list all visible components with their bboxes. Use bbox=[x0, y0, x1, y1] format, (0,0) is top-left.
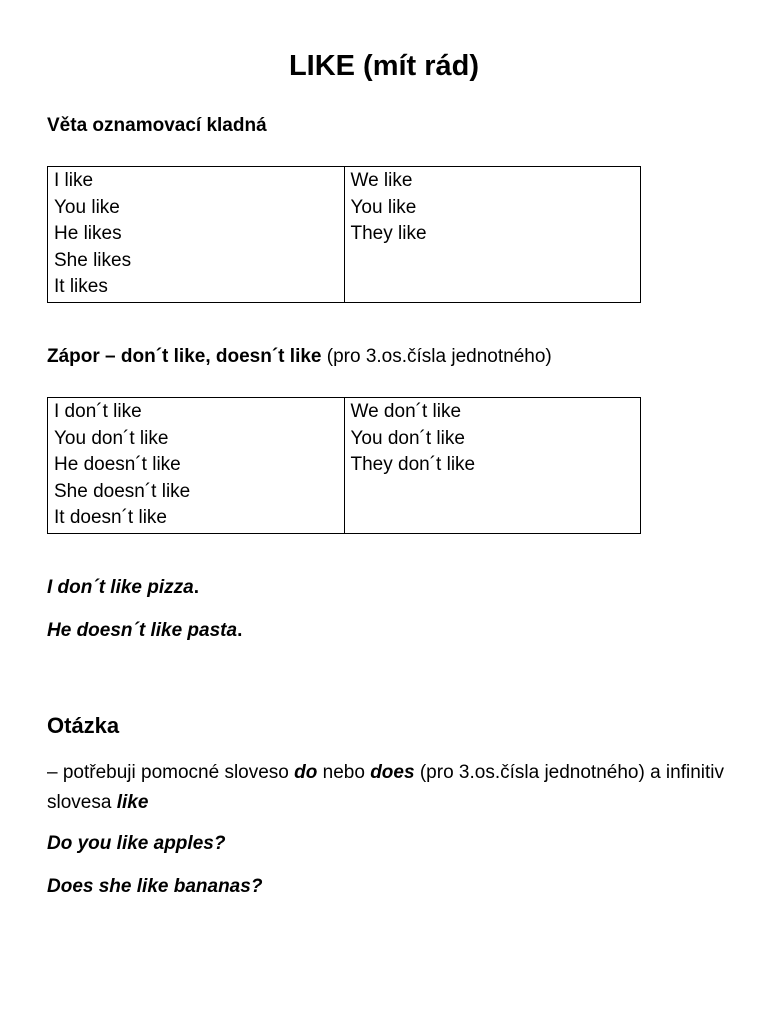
conjugation-line: You don´t like bbox=[54, 427, 169, 449]
conjugation-line: She doesn´t like bbox=[54, 480, 191, 502]
conjugation-line: We like bbox=[350, 170, 413, 191]
example-period: . bbox=[237, 620, 243, 641]
keyword-do: do bbox=[294, 762, 318, 783]
conjugation-line: He doesn´t like bbox=[54, 454, 181, 476]
positive-conjugation-table bbox=[47, 166, 641, 303]
positive-heading-text: Věta oznamovací kladná bbox=[47, 115, 267, 136]
conjugation-line: It doesn´t like bbox=[54, 507, 167, 529]
conjugation-line: I don´t like bbox=[54, 401, 142, 422]
negative-example-sentence bbox=[47, 618, 242, 644]
keyword-like: like bbox=[116, 792, 149, 813]
negative-conjugation-table bbox=[47, 397, 641, 534]
conjugation-line: You don´t like bbox=[350, 427, 465, 449]
conjugation-line: You like bbox=[350, 196, 417, 218]
para-text: – potřebuji pomocné sloveso bbox=[47, 762, 295, 783]
negative-heading-note: (pro 3.os.čísla jednotného) bbox=[321, 346, 552, 367]
singular-cell bbox=[48, 167, 345, 303]
conjugation-line: They don´t like bbox=[350, 454, 476, 476]
plural-cell bbox=[344, 167, 641, 303]
page-title: LIKE (mít rád) bbox=[288, 50, 480, 82]
singular-cell bbox=[48, 398, 345, 534]
negative-example-sentence bbox=[47, 575, 199, 601]
question-section-title: Otázka bbox=[47, 713, 120, 738]
conjugation-line: They like bbox=[350, 223, 427, 245]
para-text: nebo bbox=[317, 762, 371, 783]
example-text: I don´t like pizza bbox=[47, 577, 194, 598]
table-row bbox=[48, 398, 641, 534]
negative-heading-bold: Zápor – don´t like, doesn´t like bbox=[47, 346, 322, 367]
table-row bbox=[48, 167, 641, 303]
positive-heading bbox=[47, 113, 267, 139]
keyword-does: does bbox=[370, 762, 415, 783]
plural-cell bbox=[344, 398, 641, 534]
para-text: (pro 3.os.čísla jednotného) a infinitiv slovesa bbox=[47, 762, 725, 813]
question-example-sentence: Does she like bananas? bbox=[47, 876, 263, 897]
conjugation-line: I like bbox=[54, 170, 94, 191]
conjugation-line: You like bbox=[54, 196, 120, 218]
example-text: He doesn´t like pasta bbox=[47, 620, 238, 641]
question-example-sentence: Do you like apples? bbox=[47, 833, 226, 854]
example-period: . bbox=[193, 577, 200, 598]
question-explanation bbox=[47, 758, 737, 818]
conjugation-line: He likes bbox=[54, 223, 122, 245]
conjugation-line: We don´t like bbox=[350, 401, 462, 422]
conjugation-line: She likes bbox=[54, 249, 132, 271]
conjugation-line: It likes bbox=[54, 276, 108, 298]
negative-heading bbox=[47, 344, 552, 370]
